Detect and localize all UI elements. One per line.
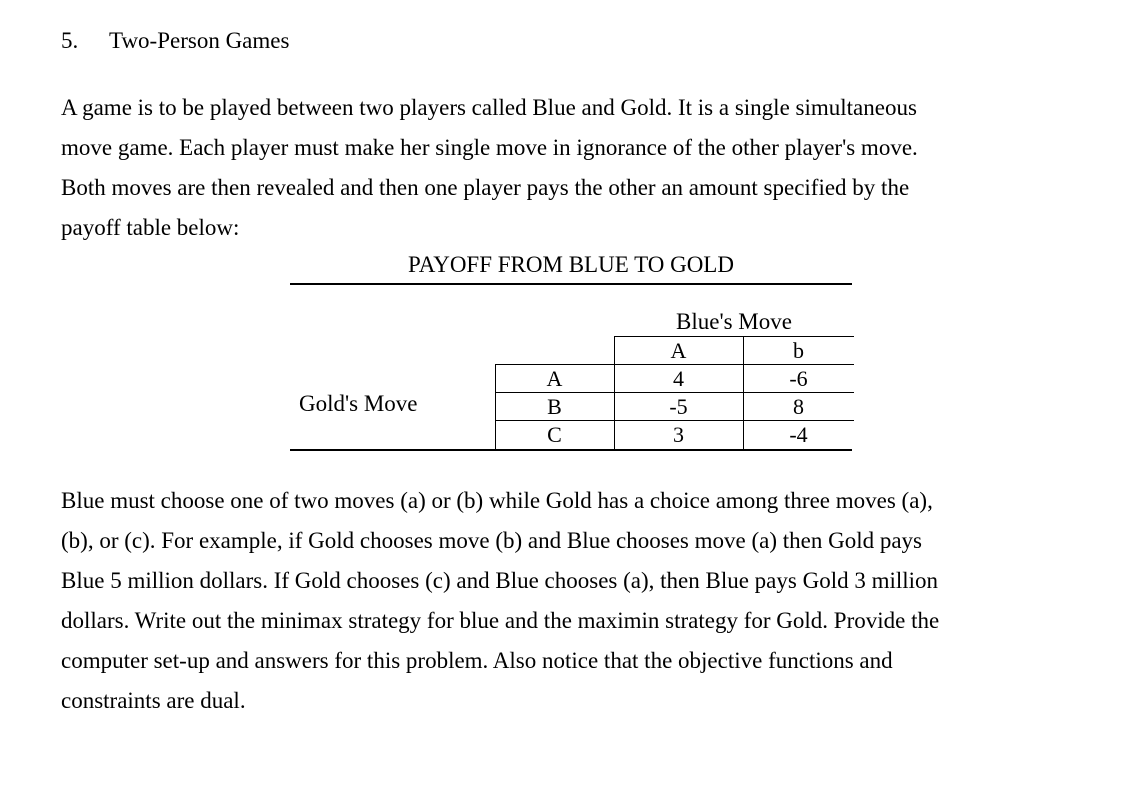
body-line: Blue must choose one of two moves (a) or (b) while Gold has a choice among three moves (a), bbox=[61, 488, 933, 513]
section-title: Two-Person Games bbox=[109, 28, 290, 53]
intro-line: move game. Each player must make her single move in ignorance of the other player's move. bbox=[61, 135, 918, 160]
intro-line: A game is to be played between two players called Blue and Gold. It is a single simultaneous bbox=[61, 95, 917, 120]
table-cell: 4 bbox=[673, 366, 684, 391]
table-top-rule bbox=[290, 283, 852, 285]
row-label-b: B bbox=[547, 394, 562, 419]
body-line: computer set-up and answers for this problem. Also notice that the objective functions and bbox=[61, 648, 893, 673]
col-label-b: b bbox=[793, 338, 804, 363]
section-number: 5. bbox=[61, 28, 79, 53]
table-cell: -6 bbox=[789, 366, 808, 391]
table-cell: -4 bbox=[789, 422, 808, 447]
table-cell: 3 bbox=[673, 422, 684, 447]
body-line: dollars. Write out the minimax strategy for blue and the maximin strategy for Gold. Provide the bbox=[61, 608, 940, 633]
intro-line: payoff table below: bbox=[61, 215, 240, 240]
row-label-a: A bbox=[546, 366, 563, 391]
table-cell: 8 bbox=[793, 394, 804, 419]
body-line: constraints are dual. bbox=[61, 688, 246, 713]
table-bottom-rule bbox=[290, 449, 852, 451]
col-label-a: A bbox=[670, 338, 687, 363]
row-label-c: C bbox=[547, 422, 562, 447]
row-header: Gold's Move bbox=[299, 391, 418, 416]
body-paragraph bbox=[61, 481, 939, 721]
section-heading bbox=[61, 28, 289, 54]
body-line: Blue 5 million dollars. If Gold chooses (c) and Blue chooses (a), then Blue pays Gold 3 million bbox=[61, 568, 939, 593]
col-header: Blue's Move bbox=[676, 309, 792, 334]
body-line: (b), or (c). For example, if Gold chooses move (b) and Blue chooses move (a) then Gold pays bbox=[61, 528, 922, 553]
intro-paragraph bbox=[61, 88, 918, 248]
table-title: PAYOFF FROM BLUE TO GOLD bbox=[408, 252, 734, 277]
table-cell: -5 bbox=[669, 394, 688, 419]
intro-line: Both moves are then revealed and then one player pays the other an amount specified by the bbox=[61, 175, 910, 200]
